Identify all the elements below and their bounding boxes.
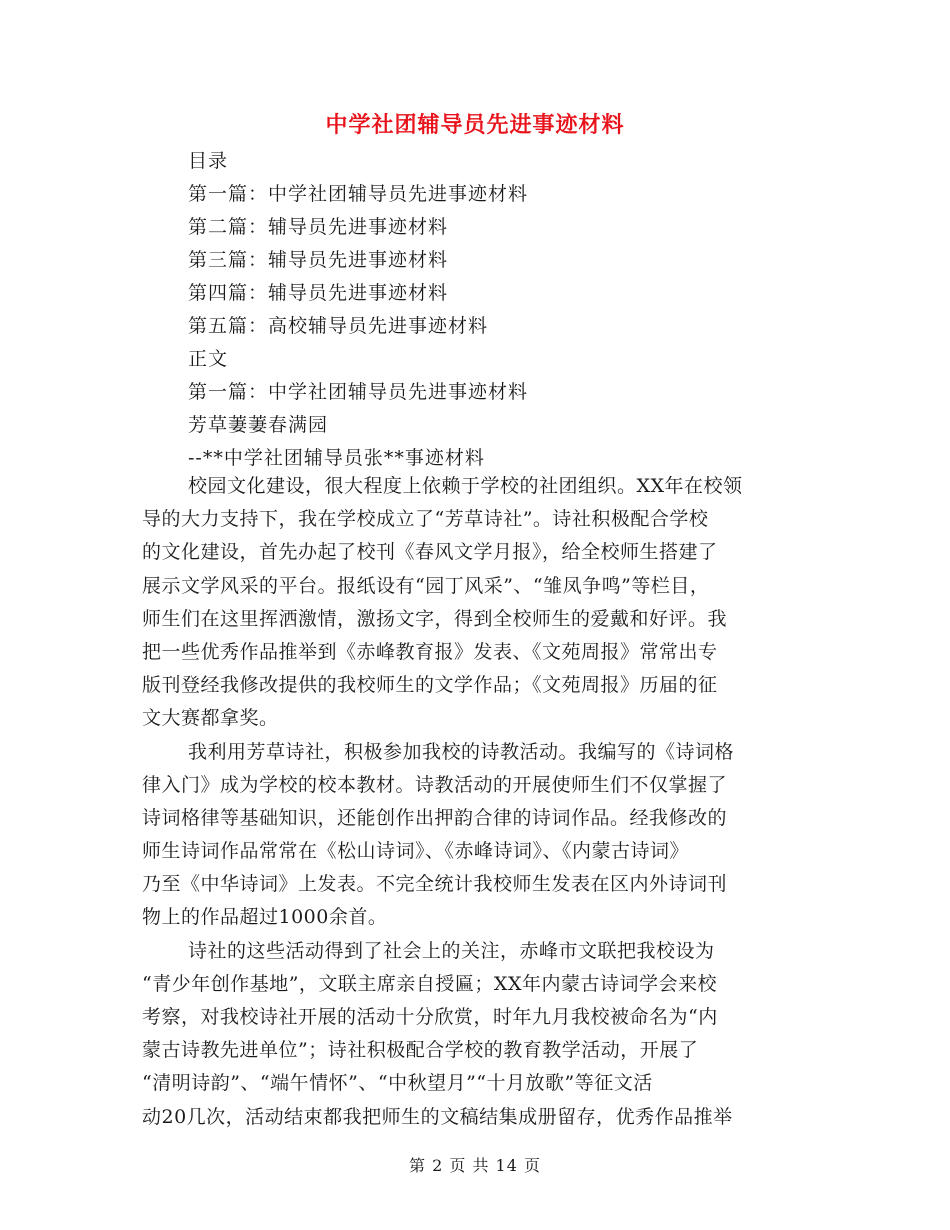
text-line: 诗社的这些活动得到了社会上的关注，赤峰市文联把我校设为 — [188, 939, 715, 962]
document-title: 中学社团辅导员先进事迹材料 — [325, 113, 625, 138]
text-line: 师生诗词作品常常在《松山诗词》、《赤峰诗词》、《内蒙古诗词》 — [142, 840, 690, 863]
toc-item-5: 第五篇：高校辅导员先进事迹材料 — [188, 315, 489, 337]
text-line: 展示文学风采的平台。报纸设有“园丁风采”、“雏凤争鸣”等栏目， — [142, 574, 710, 597]
article-subtitle: --**中学社团辅导员张**事迹材料 — [188, 447, 485, 469]
text-line: 师生们在这里挥洒激情，激扬文字，得到全校师生的爱戴和好评。我 — [142, 607, 728, 630]
text-line: 诗词格律等基础知识，还能创作出押韵合律的诗词作品。经我修改的 — [142, 806, 728, 829]
text-line: “清明诗韵”、“端午情怀”、“中秋望月”“十月放歌”等征文活 — [142, 1072, 653, 1095]
text-line: 版刊登经我修改提供的我校师生的文学作品；《文苑周报》历届的征 — [142, 674, 718, 697]
toc-item-3: 第三篇：辅导员先进事迹材料 — [188, 249, 449, 271]
section-title: 第一篇：中学社团辅导员先进事迹材料 — [188, 381, 529, 403]
body-heading: 正文 — [188, 348, 229, 370]
article-title: 芳草萋萋春满园 — [188, 414, 329, 436]
text-line: 乃至《中华诗词》上发表。不完全统计我校师生发表在区内外诗词刊 — [142, 873, 728, 896]
text-line: 的文化建设，首先办起了校刊《春风文学月报》，给全校师生搭建了 — [142, 541, 718, 564]
paragraph-3 — [142, 935, 808, 1134]
toc-item-2: 第二篇：辅导员先进事迹材料 — [188, 216, 449, 238]
text-line: 动20几次，活动结束都我把师生的文稿结集成册留存，优秀作品推举 — [142, 1105, 733, 1128]
text-line: 导的大力支持下，我在学校成立了“芳草诗社”。诗社积极配合学校 — [142, 508, 709, 531]
paragraph-2 — [142, 736, 808, 935]
text-line: 文大赛都拿奖。 — [142, 707, 279, 730]
text-line: 我利用芳草诗社，积极参加我校的诗教活动。我编写的《诗词格 — [188, 740, 735, 763]
toc-heading: 目录 — [188, 150, 229, 172]
toc-item-1: 第一篇：中学社团辅导员先进事迹材料 — [188, 183, 529, 205]
body-text — [142, 470, 808, 1134]
text-line: 物上的作品超过1000余首。 — [142, 906, 388, 929]
page-footer: 第 2 页 共 14 页 — [409, 1156, 541, 1175]
table-of-contents — [188, 145, 808, 475]
text-line: “青少年创作基地”，文联主席亲自授匾；XX年内蒙古诗词学会来校 — [142, 972, 717, 995]
text-line: 蒙古诗教先进单位”；诗社积极配合学校的教育教学活动，开展了 — [142, 1039, 699, 1062]
text-line: 把一些优秀作品推举到《赤峰教育报》发表、《文苑周报》常常出专 — [142, 640, 718, 663]
text-line: 律入门》成为学校的校本教材。诗教活动的开展使师生们不仅掌握了 — [142, 773, 728, 796]
text-line: 考察，对我校诗社开展的活动十分欣赏，时年九月我校被命名为“内 — [142, 1006, 718, 1028]
text-line: 校园文化建设，很大程度上依赖于学校的社团组织。XX年在校领 — [188, 475, 743, 497]
toc-item-4: 第四篇：辅导员先进事迹材料 — [188, 282, 449, 304]
paragraph-1 — [142, 470, 808, 736]
